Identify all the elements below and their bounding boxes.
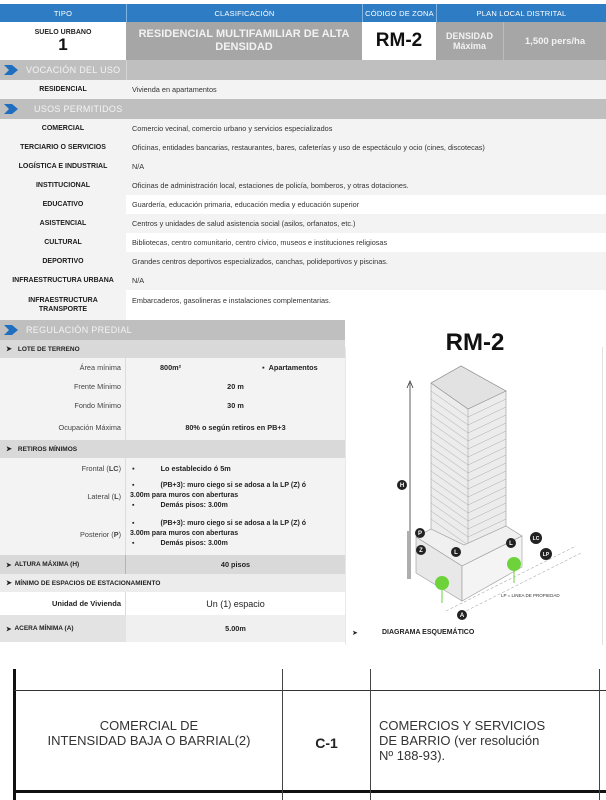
- section-usos: [0, 99, 606, 119]
- uso-row: [0, 290, 606, 320]
- lateral-code: L: [114, 491, 119, 501]
- use-name-line1: COMERCIAL DE: [99, 718, 199, 733]
- uso-label: EDUCATIVO: [0, 195, 126, 214]
- zone-code: RM-2: [362, 22, 436, 60]
- use-name-line2: INTENSIDAD BAJA O BARRIAL(2): [47, 733, 251, 748]
- schematic-diagram: [345, 329, 603, 645]
- tag-p: P: [417, 531, 423, 537]
- diagram-caption: DIAGRAMA ESQUEMÁTICO: [382, 629, 475, 636]
- chevron-right-icon: [4, 104, 20, 114]
- uso-row: [0, 233, 606, 252]
- bullet-icon: ▪: [132, 540, 135, 547]
- suelo-cell: [0, 22, 126, 60]
- posterior-code: P: [113, 530, 119, 539]
- fondo-label: Fondo Mínimo: [0, 396, 126, 415]
- area-type: Apartamentos: [268, 363, 318, 372]
- fondo-row: [0, 396, 345, 415]
- posterior-line2: 3.00m para muros con aberturas: [130, 530, 239, 537]
- uso-value: Bibliotecas, centro comunitario, centro cívico, museos e instituciones religiosas: [132, 238, 388, 247]
- section-regulacion-title: REGULACIÓN PREDIAL: [26, 325, 132, 335]
- section-vocacion: [0, 60, 606, 80]
- lateral-row: [0, 478, 345, 514]
- tree-icon: [507, 557, 521, 571]
- uso-row: [0, 138, 606, 157]
- posterior-line3: Demás pisos: 3.00m: [160, 540, 228, 547]
- header-tipo: TIPO: [0, 4, 126, 22]
- frontal-code: LC: [108, 463, 119, 473]
- vocacion-value: Vivienda en apartamentos: [132, 85, 217, 94]
- altura-label: ALTURA MÁXIMA (H): [14, 561, 80, 568]
- uso-label: ASISTENCIAL: [39, 220, 87, 227]
- tree-icon: [435, 576, 449, 590]
- header-codigo-zona: CÓDIGO DE ZONA: [362, 4, 436, 22]
- subsection-estacionamiento: [0, 574, 345, 592]
- densidad-label: DENSIDAD: [445, 31, 493, 41]
- tag-z: Z: [419, 548, 423, 554]
- uso-label: INFRAESTRUCTURA URBANA: [12, 277, 114, 284]
- uso-row: [0, 176, 606, 195]
- altura-row: [0, 555, 345, 574]
- use-desc-cell: [379, 718, 599, 763]
- densidad-label-cell: [436, 22, 504, 60]
- densidad-sub: Máxima: [452, 41, 487, 51]
- uso-value: Guardería, educación primaria, educación media y educación superior: [132, 200, 360, 209]
- section-vocacion-title: VOCACIÓN DEL USO: [26, 65, 121, 75]
- uso-label: TERCIARIO O SERVICIOS: [20, 144, 106, 151]
- table-bottom-rule: [14, 790, 606, 793]
- estac-title: MÍNIMO DE ESPACIOS DE ESTACIONAMIENTO: [14, 579, 161, 587]
- uso-row: [0, 271, 606, 290]
- vivienda-label: Unidad de Vivienda: [0, 592, 126, 615]
- subsection-retiros: [0, 440, 345, 458]
- posterior-line1: (PB+3): muro ciego si se adosa a la LP (Z) ó: [160, 520, 307, 527]
- tag-l: L: [454, 550, 458, 556]
- uso-row: [0, 214, 606, 233]
- frontal-row: [0, 458, 345, 478]
- tag-lc: LC: [532, 536, 540, 542]
- frente-value: 20 m: [227, 382, 244, 391]
- paren: ): [118, 463, 121, 473]
- uso-value: Comercio vecinal, comercio urbano y servicios especializados: [132, 124, 333, 133]
- uso-value: N/A: [132, 162, 145, 171]
- use-name-cell: [16, 718, 282, 748]
- chevron-right-icon: [4, 325, 20, 335]
- arrow-icon: ➤: [6, 580, 12, 587]
- densidad-value: 1,500 pers/ha: [504, 22, 606, 60]
- uso-value: Grandes centros deportivos especializados, canchas, polideportivos y piscinas.: [132, 257, 388, 266]
- retiros-title: RETIROS MÍNIMOS: [17, 445, 78, 453]
- tag-l2: L: [509, 541, 513, 547]
- acera-row: [0, 615, 345, 642]
- header-clasificacion: CLASIFICACIÓN: [126, 4, 362, 22]
- arrow-icon: ➤: [6, 346, 12, 353]
- arrow-icon: ➤: [6, 625, 12, 633]
- frontal-label: Frontal (: [81, 463, 109, 473]
- acera-value: 5.00m: [225, 624, 246, 633]
- section-regulacion: [0, 320, 345, 340]
- lateral-label: Lateral (: [87, 491, 115, 501]
- diagram-title: RM-2: [445, 329, 505, 356]
- vocacion-label: RESIDENCIAL: [39, 86, 87, 93]
- paren: ): [118, 530, 121, 539]
- bullet-icon: ▪: [132, 482, 135, 489]
- area-label: Área mínima: [0, 358, 126, 377]
- arrow-icon: ➤: [6, 561, 12, 569]
- suelo-number: 1: [58, 34, 68, 54]
- uso-row: [0, 195, 606, 214]
- frontal-value: Lo establecido ó 5m: [160, 463, 231, 473]
- lateral-line1: (PB+3): muro ciego si se adosa a la LP (Z) ó: [160, 482, 307, 489]
- vivienda-value: Un (1) espacio: [206, 598, 265, 609]
- suelo-label: SUELO URBANO: [34, 28, 92, 36]
- posterior-label: Posterior (: [80, 530, 114, 539]
- uso-row: [0, 157, 606, 176]
- table-top-rule: [14, 690, 606, 691]
- use-desc-line3: Nº 188-93).: [379, 748, 446, 763]
- ocupacion-row: [0, 415, 345, 440]
- lateral-line3: Demás pisos: 3.00m: [160, 502, 228, 509]
- posterior-row: [0, 514, 345, 555]
- uso-row: [0, 252, 606, 271]
- frente-label: Frente Mínimo: [0, 377, 126, 396]
- clasificacion-title: RESIDENCIAL MULTIFAMILIAR DE ALTA DENSIDAD: [126, 22, 362, 60]
- use-desc-line2: DE BARRIO (ver resolución: [379, 733, 540, 748]
- diagram-legend: LP = LINEA DE PROPIEDAD: [501, 593, 560, 598]
- use-desc-line1: COMERCIOS Y SERVICIOS: [379, 718, 546, 733]
- header-plan-local: PLAN LOCAL DISTRITAL: [436, 4, 606, 22]
- bullet-icon: ▪: [132, 502, 135, 509]
- bullet-icon: ▪: [132, 520, 135, 527]
- area-row: [0, 358, 345, 377]
- uso-label: INSTITUCIONAL: [35, 182, 91, 189]
- uso-value: N/A: [132, 276, 145, 285]
- uso-label: COMERCIAL: [41, 125, 85, 132]
- building-diagram: [346, 361, 604, 631]
- uso-row: [0, 119, 606, 138]
- arrow-icon: ➤: [6, 446, 12, 453]
- ocupacion-label: Ocupación Máxima: [0, 415, 126, 440]
- lote-title: LOTE DE TERRENO: [17, 345, 80, 353]
- uso-label: DEPORTIVO: [42, 258, 84, 265]
- vivienda-row: [0, 592, 345, 615]
- acera-label: ACERA MÍNIMA (A): [14, 625, 74, 632]
- tag-h: H: [399, 483, 405, 489]
- use-code-cell: C-1: [315, 735, 338, 751]
- uso-value: Oficinas de administración local, estaciones de policía, bomberos, y otras dotaciones.: [132, 181, 409, 190]
- lateral-line2: 3.00m para muros con aberturas: [130, 492, 239, 499]
- arrow-icon: ➤: [352, 630, 358, 637]
- vocacion-row: [0, 80, 606, 99]
- bullet-icon: ▪: [262, 363, 265, 372]
- fondo-value: 30 m: [227, 401, 244, 410]
- uso-value: Centros y unidades de salud asistencia social (asilos, orfanatos, etc.): [132, 219, 356, 228]
- uso-label: CULTURAL: [0, 233, 126, 252]
- altura-value: 40 pisos: [220, 560, 251, 569]
- area-value: 800m²: [160, 363, 182, 372]
- tag-a: A: [459, 613, 465, 619]
- tag-lp: LP: [542, 552, 550, 558]
- ocupacion-value: 80% o según retiros en PB+3: [185, 423, 286, 432]
- uso-label: LOGÍSTICA E INDUSTRIAL: [18, 163, 108, 170]
- uso-value: Embarcaderos, gasolineras e instalaciones complementarias.: [132, 296, 331, 305]
- uso-value: Oficinas, entidades bancarias, restaurantes, bares, cafeterías y uso de espectáculo y ocio (cines, discotecas): [132, 143, 485, 152]
- section-usos-title: USOS PERMITIDOS: [34, 104, 123, 114]
- subsection-lote: [0, 340, 345, 358]
- uso-label: INFRAESTRUCTURA TRANSPORTE: [0, 290, 126, 320]
- lower-table: [0, 645, 606, 800]
- chevron-right-icon: [4, 65, 20, 75]
- frente-row: [0, 377, 345, 396]
- paren: ): [118, 491, 121, 501]
- bullet-icon: ▪: [132, 463, 135, 473]
